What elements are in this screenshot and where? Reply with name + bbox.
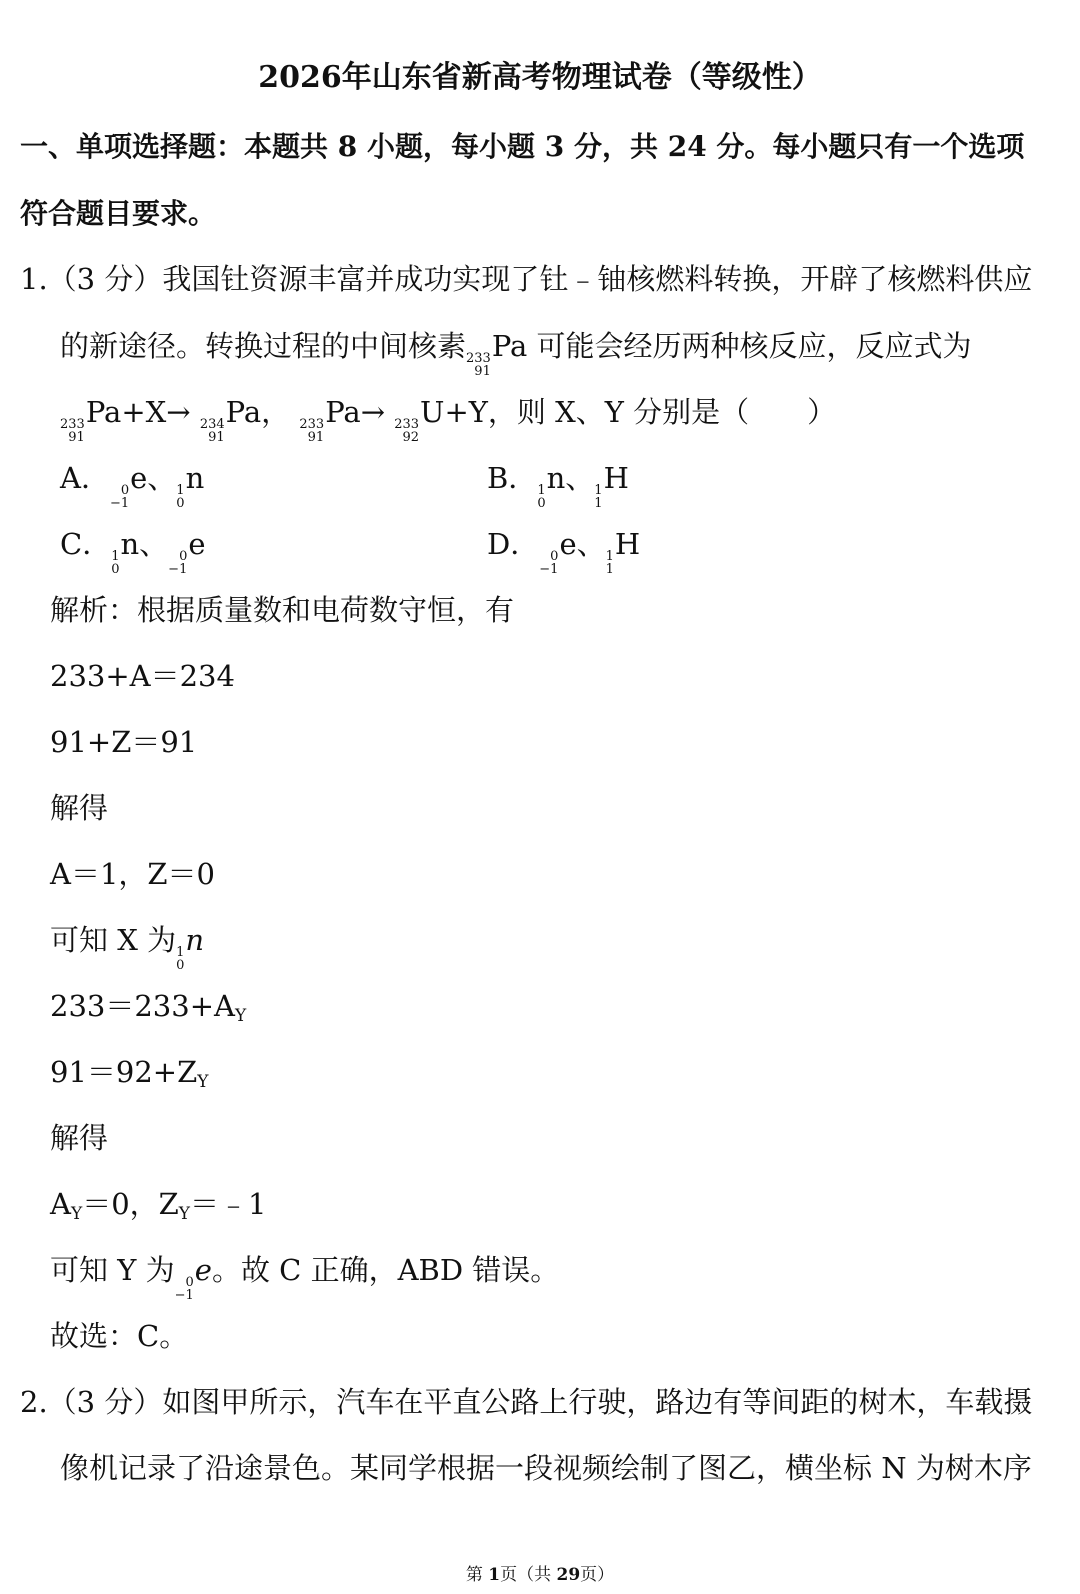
nuclide-n: 1 0 [537, 483, 546, 511]
analysis-line: 233+A＝234 [50, 659, 235, 693]
analysis-line: 解析：根据质量数和电荷数守恒，有 [50, 593, 515, 627]
nuclide-pa233: 233 91 [60, 417, 85, 445]
page-footer: 第 1页（共 29页） [465, 1565, 615, 1585]
analysis-line: 解得 [50, 791, 109, 825]
section-heading-line1: 一、单项选择题：本题共 8 小题，每小题 3 分，共 24 分。每小题只有一个选项 [20, 130, 1025, 163]
nuclide-n: 1 0 [176, 483, 185, 511]
reaction-arrow: → [360, 395, 385, 429]
exam-title: 2026年山东省新高考物理试卷（等级性） [258, 60, 822, 95]
analysis-line: $233=233+A_Y$ [50, 989, 247, 1026]
reaction-arrow: → [166, 395, 191, 429]
nuclide-h: 1 1 [594, 483, 603, 511]
section-heading-line2: 符合题目要求。 [20, 197, 217, 230]
q1-stem-line1: 1.（3 分）我国钍资源丰富并成功实现了钍﹣铀核燃料转换，开辟了核燃料供应 [20, 262, 1033, 296]
analysis-line: $91=92+Z_Y$ [50, 1055, 209, 1092]
q1-stem-line2: 的新途径。转换过程的中间核素 233 91 Pa 可能会经历两种核反应，反应式为 [60, 329, 972, 379]
analysis-line: $A_Y=0$，$Z_Y=﹣1$ [50, 1187, 267, 1224]
option-d: D． 0 −1 e、 1 1 H [487, 527, 641, 577]
nuclide-u233: 233 92 [394, 417, 420, 445]
nuclide-pa233: 233 91 [466, 351, 491, 379]
q2-stem-line2: 像机记录了沿途景色。某同学根据一段视频绘制了图乙，横坐标 N 为树木序 [60, 1451, 1032, 1485]
nuclide-n: 1 0 [111, 549, 120, 577]
page-total: 29 [556, 1565, 581, 1585]
option-b: B． 1 0 n、 1 1 H [487, 461, 629, 511]
nuclide-pa234: 234 91 [199, 417, 225, 445]
page-number: 1 [488, 1565, 501, 1585]
analysis-line: 可知 Y 为 0 −1 e。故 C 正确，ABD 错误。 [50, 1253, 560, 1303]
nuclide-e: 0 −1 [168, 549, 188, 577]
nuclide-e: 0 −1 [539, 549, 559, 577]
nuclide-pa233: 233 91 [299, 417, 325, 445]
option-a: A． 0 −1 e、 1 0 n [60, 461, 205, 511]
q1-equation-line: 233 91 Pa+X→ 234 91 Pa， 233 91 Pa→ 233 92 U+Y，则 X、Y 分别是（ ） [60, 395, 837, 445]
analysis-line: 可知 X 为 1 0 n [50, 923, 205, 973]
nuclide-e: 0 −1 [174, 1275, 194, 1303]
nuclide-n: 1 0 [176, 945, 185, 973]
nuclide-e: 0 −1 [109, 483, 130, 511]
analysis-line: A＝1，Z＝0 [50, 857, 215, 891]
q2-stem-line1: 2.（3 分）如图甲所示，汽车在平直公路上行驶，路边有等间距的树木，车载摄 [20, 1385, 1033, 1419]
option-c: C． 1 0 n、 0 −1 e [60, 527, 206, 577]
answer-line: 故选：C。 [50, 1319, 189, 1353]
analysis-line: 解得 [50, 1121, 109, 1155]
analysis-line: 91+Z＝91 [50, 725, 198, 759]
nuclide-h: 1 1 [605, 549, 614, 577]
